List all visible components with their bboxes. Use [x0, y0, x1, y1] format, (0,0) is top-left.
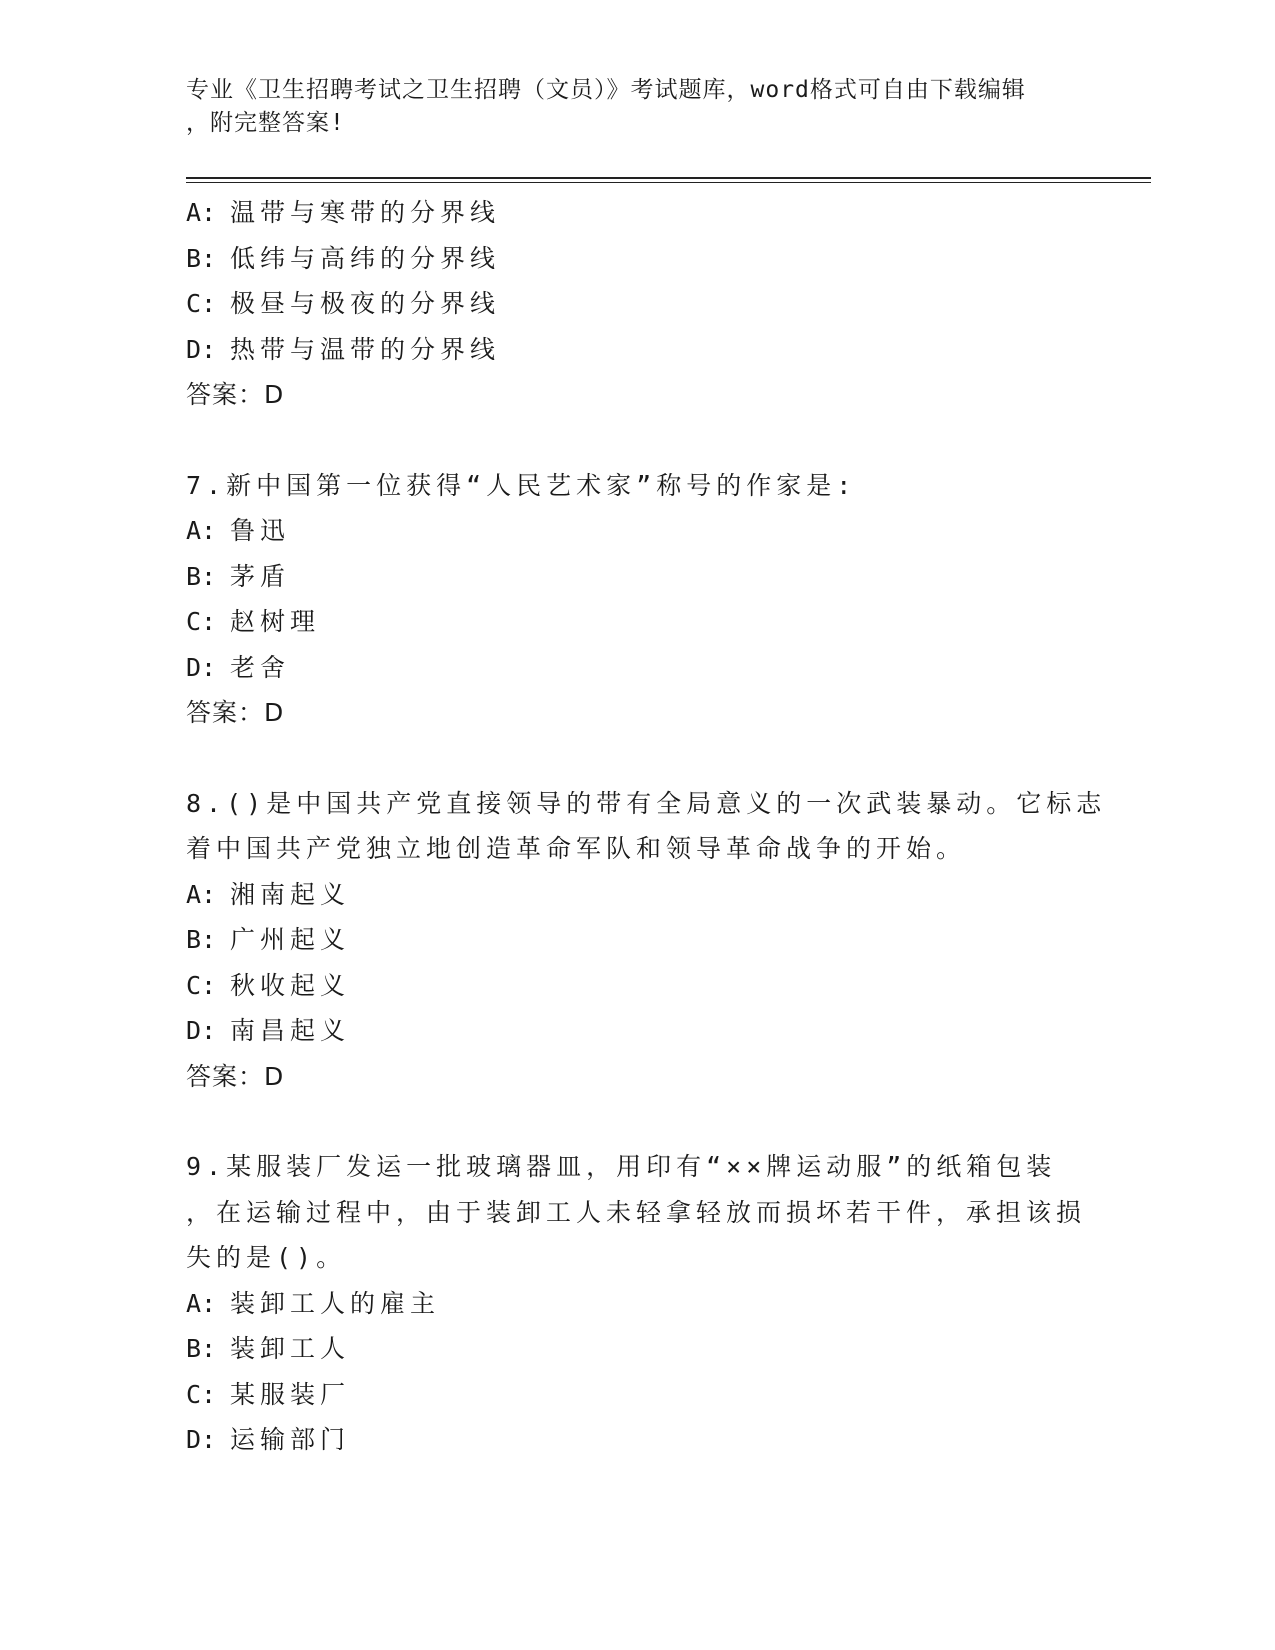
option-letter: A:	[186, 879, 217, 909]
question-stem-line-1: 9.某服装厂发运一批玻璃器皿，用印有“××牌运动服”的纸箱包装	[186, 1152, 1057, 1181]
option-a	[186, 508, 1086, 554]
answer: 答案：D	[186, 380, 285, 409]
option-b	[186, 917, 1086, 963]
question-8	[186, 781, 1107, 1100]
option-letter: B:	[186, 243, 217, 273]
spacer	[186, 736, 1086, 781]
option-d	[186, 1417, 1086, 1463]
option-c	[186, 1372, 1086, 1418]
option-text: 装卸工人	[230, 1334, 351, 1363]
option-letter: A:	[186, 1288, 217, 1318]
option-text: 老舍	[230, 652, 291, 682]
question-stem-line-1: 8.()是中国共产党直接领导的带有全局意义的一次武装暴动。它标志	[186, 788, 1107, 818]
option-letter: B:	[186, 561, 217, 591]
question-stem-line-3: 失的是()。	[186, 1243, 347, 1272]
option-text: 广州起义	[230, 925, 351, 954]
spacer	[186, 418, 1086, 463]
question-7	[186, 463, 1086, 736]
option-b	[186, 236, 1086, 282]
option-letter: D:	[186, 1425, 217, 1454]
option-a	[186, 190, 1086, 236]
header-divider-thin	[186, 182, 1151, 183]
option-text: 南昌起义	[230, 1016, 351, 1045]
option-letter: D:	[186, 334, 217, 364]
option-text: 低纬与高纬的分界线	[230, 243, 501, 273]
option-d	[186, 327, 1086, 373]
option-d	[186, 645, 1086, 691]
option-b	[186, 554, 1086, 600]
option-text: 茅盾	[230, 561, 291, 591]
question-6	[186, 190, 1086, 418]
question-9	[186, 1144, 1086, 1463]
document-header	[186, 74, 1066, 140]
option-letter: A:	[186, 516, 217, 545]
answer: 答案：D	[186, 1061, 285, 1091]
option-letter: A:	[186, 198, 217, 227]
option-d	[186, 1008, 1086, 1054]
header-line-1: 专业《卫生招聘考试之卫生招聘（文员）》考试题库，word格式可自由下载编辑	[186, 77, 1026, 103]
question-stem-line-2: 着中国共产党独立地创造革命军队和领导革命战争的开始。	[186, 834, 967, 863]
option-text: 热带与温带的分界线	[230, 334, 501, 364]
option-text: 极昼与极夜的分界线	[230, 289, 501, 318]
question-list	[186, 190, 1107, 1463]
option-letter: D:	[186, 1016, 217, 1045]
spacer	[186, 1099, 1086, 1144]
answer: 答案：D	[186, 698, 285, 727]
question-stem-line-2: ，在运输过程中，由于装卸工人未轻拿轻放而损坏若干件，承担该损	[186, 1197, 1087, 1227]
option-letter: D:	[186, 652, 217, 682]
option-text: 湘南起义	[230, 879, 351, 909]
option-letter: B:	[186, 1334, 217, 1363]
option-text: 温带与寒带的分界线	[230, 198, 501, 227]
option-letter: B:	[186, 925, 217, 954]
header-line-2: ，附完整答案!	[186, 110, 345, 136]
option-letter: C:	[186, 289, 217, 318]
option-text: 鲁迅	[230, 516, 291, 545]
option-c	[186, 599, 1086, 645]
header-divider-thick	[186, 177, 1151, 179]
option-text: 装卸工人的雇主	[230, 1288, 441, 1318]
option-text: 运输部门	[230, 1425, 351, 1454]
option-c	[186, 963, 1086, 1009]
option-a	[186, 1281, 1086, 1327]
option-text: 秋收起义	[230, 970, 351, 1000]
option-b	[186, 1326, 1086, 1372]
option-letter: C:	[186, 1379, 217, 1409]
question-stem: 7.新中国第一位获得“人民艺术家”称号的作家是:	[186, 470, 857, 500]
option-letter: C:	[186, 607, 217, 636]
option-c	[186, 281, 1086, 327]
option-letter: C:	[186, 970, 217, 1000]
option-text: 赵树理	[230, 607, 321, 636]
option-text: 某服装厂	[230, 1379, 351, 1409]
option-a	[186, 872, 1086, 918]
